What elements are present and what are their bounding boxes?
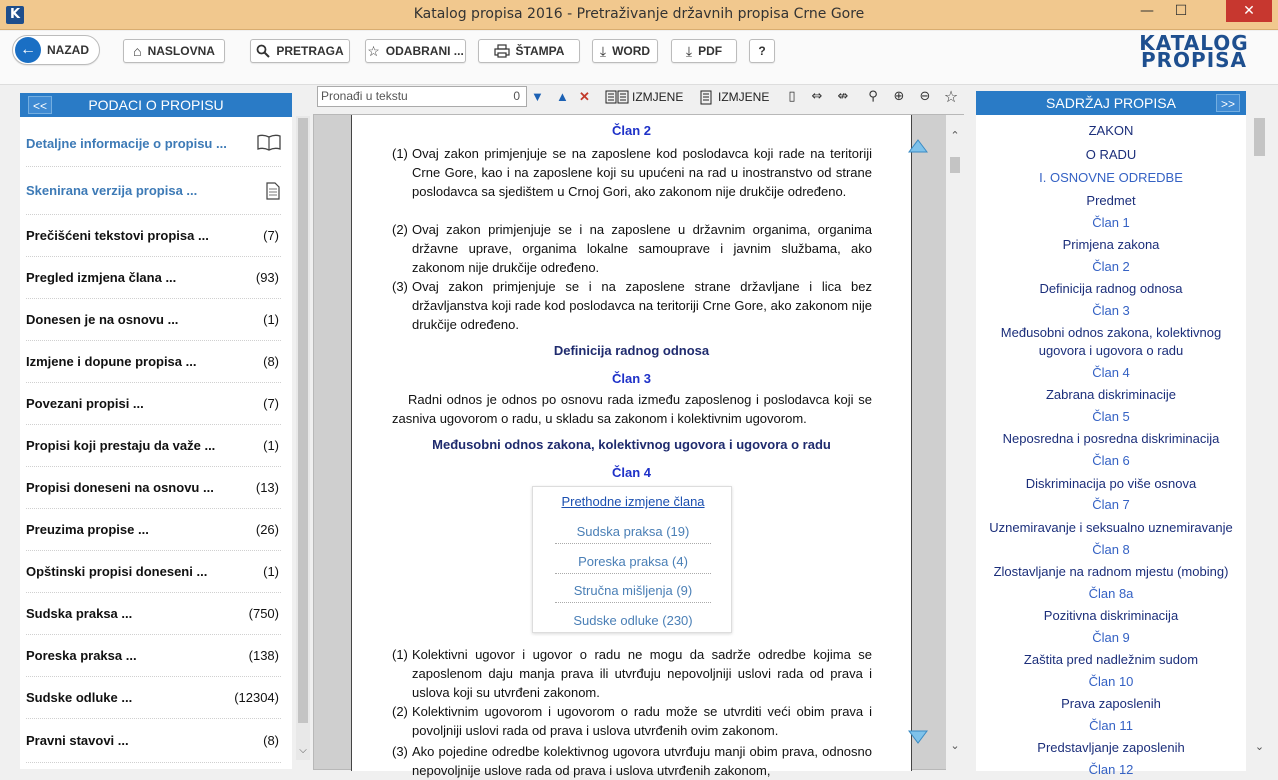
paragraph [392, 645, 872, 702]
toc-item[interactable]: Član 9 [1092, 630, 1130, 645]
toc-item[interactable]: Predstavljanje zaposlenih [1037, 740, 1185, 755]
info-item-label: Donesen je na osnovu ... [26, 312, 179, 327]
toc-item[interactable]: Prava zaposlenih [1061, 696, 1161, 711]
toc-item[interactable]: Pozitivna diskriminacija [1043, 608, 1179, 623]
scrollbar-thumb[interactable] [950, 157, 960, 173]
download-icon: ⤓ [599, 42, 607, 59]
toc-item[interactable]: Definicija radnog odnosa [1039, 281, 1183, 296]
info-item-label: Prečišćeni tekstovi propisa ... [26, 228, 209, 243]
toc-item[interactable]: I. OSNOVNE ODREDBE [1039, 170, 1183, 185]
word-export-button[interactable] [592, 39, 658, 63]
home-button[interactable] [123, 39, 225, 63]
chevron-down-icon[interactable]: ⌄ [950, 739, 960, 752]
help-button[interactable]: ? [749, 39, 775, 63]
info-item-label: Izmjene i dopune propisa ... [26, 354, 197, 369]
info-item-label: Pregled izmjena člana ... [26, 270, 177, 285]
toc-item[interactable]: Zlostavljanje na radnom mjestu (mobing) [993, 564, 1229, 579]
info-item-count: (26) [255, 522, 279, 537]
document-icon [265, 182, 281, 200]
info-item-count: (750) [248, 606, 279, 621]
detailed-info-label: Detaljne informacije o propisu ... [26, 135, 227, 151]
paragraph-text: Radni odnos je odnos po osnovu rada između zaposlenog i poslodavca koji se zasniva ugovorom o radu, u skladu sa zakonom i kolektivnim ugovorom. [392, 392, 872, 426]
show-changes-side-by-side-button[interactable] [605, 88, 683, 106]
section-heading: Međusobni odnos zakona, kolektivnog ugovora i ugovora o radu [432, 437, 831, 452]
home-label: NASLOVNA [147, 44, 215, 58]
search-label: PRETRAGA [276, 44, 344, 58]
info-item-tax-practice[interactable] [26, 635, 281, 677]
info-item-legal-positions[interactable] [26, 719, 281, 763]
info-item-count: (7) [263, 396, 279, 411]
find-match-count: 0 [513, 89, 520, 103]
paragraph-text: Ako pojedine odredbe kolektivnog ugovora utvrđuju manji obim prava, odnosno nepovoljnije uslove rada od prava i uslova utvrđenih zakonom, [412, 744, 872, 778]
paragraph-number: (2) [392, 704, 408, 719]
info-item-count: (12304) [234, 690, 279, 705]
article-heading: Član 2 [611, 123, 651, 138]
info-item-court-decisions[interactable] [26, 677, 281, 719]
maximize-button[interactable]: ☐ [1174, 3, 1188, 19]
document-scrollbar[interactable] [946, 115, 964, 771]
window-title: Katalog propisa 2016 - Pretraživanje državnih propisa Crne Gore [413, 6, 865, 22]
toc-item[interactable]: Član 2 [1092, 259, 1130, 274]
favorites-button[interactable] [365, 39, 466, 63]
fit-width-icon[interactable]: ⇔ [811, 89, 823, 104]
paragraph [392, 702, 872, 740]
document-lines-icon [700, 90, 712, 105]
toc-item[interactable]: Član 12 [1088, 762, 1134, 777]
info-item-amendments[interactable] [26, 341, 281, 383]
court-decisions-link[interactable]: Sudske odluke (230) [573, 613, 693, 628]
info-item-label: Sudska praksa ... [26, 606, 133, 621]
open-book-icon [257, 134, 281, 152]
title-bar [0, 0, 1278, 30]
scrollbar-thumb[interactable] [1254, 118, 1265, 156]
info-item-label: Propisi koji prestaju da važe ... [26, 438, 216, 453]
article-links-box [532, 486, 732, 633]
info-item-case-law[interactable] [26, 593, 281, 635]
next-article-arrow-icon[interactable] [908, 730, 928, 744]
scrollbar-thumb[interactable] [298, 118, 308, 723]
right-panel-title: SADRŽAJ PROPISA [1046, 95, 1176, 111]
info-item-municipal[interactable] [26, 551, 281, 593]
toc-item[interactable]: Član 3 [1092, 303, 1130, 318]
info-item-consolidated-texts[interactable] [26, 215, 281, 257]
info-item-label: Opštinski propisi doneseni ... [26, 564, 208, 579]
toc-item[interactable]: ugovora i ugovora o radu [1038, 343, 1184, 358]
section-heading: Definicija radnog odnosa [553, 343, 710, 358]
info-item-count: (13) [255, 480, 279, 495]
word-label: WORD [612, 44, 651, 58]
search-icon [256, 44, 270, 58]
find-in-text-input[interactable] [317, 86, 527, 107]
back-label: NAZAD [47, 43, 89, 57]
info-item-count: (1) [263, 564, 279, 579]
document-viewer [313, 114, 964, 778]
back-button[interactable] [12, 35, 100, 65]
show-changes-button[interactable] [700, 88, 769, 106]
detailed-info-link[interactable] [26, 120, 281, 167]
paragraph [392, 277, 872, 334]
left-panel-scrollbar[interactable] [296, 116, 310, 760]
paragraph-text: Kolektivni ugovor i ugovor o radu ne mogu da sadrže odredbe kojima se zaposlenom daju manja prava ili utvrđuju nepovoljniji uslovi rada od prava i uslova koji su utvrđeni zakonom. [412, 647, 872, 700]
toc-item[interactable]: Međusobni odnos zakona, kolektivnog [1000, 325, 1222, 340]
regulation-info-panel [20, 93, 292, 769]
info-item-count: (8) [263, 733, 279, 748]
info-item-label: Pravni stavovi ... [26, 733, 129, 748]
toc-item[interactable]: Član 5 [1092, 409, 1130, 424]
paragraph-text: Kolektivnim ugovorom i ugovorom o radu može se utvrditi veći obim prava i povoljniji uslovi rada od prava i uslova utvrđenih ovim zakonom. [412, 704, 872, 738]
printer-icon [494, 44, 510, 58]
download-icon: ⤓ [685, 42, 693, 59]
pdf-export-button[interactable] [671, 39, 737, 63]
changes-label-2: IZMJENE [718, 90, 770, 104]
info-item-enacted-based-on[interactable] [26, 467, 281, 509]
case-law-link[interactable]: Sudska praksa (19) [555, 522, 711, 544]
chevron-down-icon[interactable]: ⌄ [1254, 740, 1265, 753]
left-panel-header [20, 93, 292, 117]
table-of-contents-panel [976, 91, 1246, 777]
toc-item[interactable]: Zaštita pred nadležnim sudom [1023, 652, 1199, 667]
info-item-count: (1) [263, 438, 279, 453]
search-button[interactable] [250, 39, 350, 63]
star-icon: ☆ [367, 42, 380, 59]
toc-item[interactable]: Član 8 [1092, 542, 1130, 557]
info-item-article-changes[interactable] [26, 257, 281, 299]
logo-line-2: PROPISA [1140, 48, 1248, 72]
document-page [351, 115, 912, 778]
main-toolbar [0, 31, 1278, 85]
paragraph [392, 390, 872, 428]
favorites-label: ODABRANI ... [385, 44, 464, 58]
info-item-label: Povezani propisi ... [26, 396, 144, 411]
toc-item[interactable]: Član 6 [1092, 453, 1130, 468]
changes-label-1: IZMJENE [632, 90, 684, 104]
info-item-label: Poreska praksa ... [26, 648, 137, 663]
info-item-based-on[interactable] [26, 299, 281, 341]
home-icon: ⌂ [133, 43, 142, 59]
chevron-down-icon[interactable]: ⌵ [299, 745, 307, 756]
info-item-label: Preuzima propise ... [26, 522, 149, 537]
triangle-up-icon[interactable]: ▲ [556, 89, 569, 104]
expert-opinions-link[interactable]: Stručna mišljenja (9) [555, 581, 711, 603]
toc-item[interactable]: Član 1 [1092, 215, 1130, 230]
scanned-version-link[interactable] [26, 167, 281, 215]
info-item-ceasing[interactable] [26, 425, 281, 467]
chevron-up-icon[interactable]: ⌃ [950, 129, 960, 142]
toc-item[interactable]: Član 7 [1092, 497, 1130, 512]
paragraph-number: (1) [392, 647, 408, 662]
toc-item[interactable]: Uznemiravanje i seksualno uznemiravanje [989, 520, 1233, 535]
paragraph-number: (3) [392, 279, 408, 294]
paragraph [392, 220, 872, 277]
toc-item[interactable]: Neposredna i posredna diskriminacija [1002, 431, 1220, 446]
toc-item[interactable]: Diskriminacija po više osnova [1025, 476, 1197, 491]
zoom-in-icon[interactable]: ⊕ [893, 89, 905, 104]
shrink-width-icon[interactable]: ⇎ [837, 89, 849, 104]
left-panel-title: PODACI O PROPISU [88, 97, 224, 113]
print-label: ŠTAMPA [515, 44, 565, 58]
article-heading: Član 3 [611, 371, 651, 386]
minimize-button[interactable]: — [1140, 3, 1154, 19]
expand-right-panel-button[interactable]: >> [1216, 94, 1240, 112]
toc-item[interactable]: Primjena zakona [1062, 237, 1160, 252]
right-panel-header [976, 91, 1246, 115]
info-item-label: Sudske odluke ... [26, 690, 133, 705]
toc-item[interactable]: Zabrana diskriminacije [1045, 387, 1177, 402]
add-favorite-star-icon[interactable]: ☆ [943, 87, 959, 106]
info-item-adopts[interactable] [26, 509, 281, 551]
toc-item[interactable]: Član 4 [1092, 365, 1130, 380]
toc-item[interactable]: O RADU [1085, 147, 1137, 162]
info-item-label: Propisi doneseni na osnovu ... [26, 480, 214, 495]
previous-changes-link[interactable]: Prethodne izmjene člana [561, 494, 705, 509]
previous-article-arrow-icon[interactable] [908, 139, 928, 153]
magnifier-icon[interactable]: ⚲ [868, 89, 878, 104]
info-item-count: (7) [263, 228, 279, 243]
toc-item[interactable]: Član 8a [1088, 586, 1134, 601]
katalog-propisa-logo [1133, 31, 1255, 72]
paragraph-number: (1) [392, 146, 408, 161]
info-item-related[interactable] [26, 383, 281, 425]
logo-line-1: KATALOG [1139, 31, 1249, 55]
paragraph [392, 742, 872, 780]
zoom-out-icon[interactable]: ⊖ [919, 89, 931, 104]
two-columns-icon [605, 90, 629, 104]
find-placeholder: Pronađi u tekstu [321, 89, 408, 103]
app-icon: K [6, 6, 24, 24]
paragraph-text: Ovaj zakon primjenjuje se i na zaposlene u državnim organima, organima državne uprave, organima lokalne samouprave i javnim službama, ako zakonom nije drukčije određeno. [412, 222, 872, 275]
paragraph-text: Ovaj zakon primjenjuje se i na zaposlene strane državljane i lica bez državljanstva koji rade kod poslodavca na teritoriji Crne Gore, ako zakonom nije drukčije određeno. [412, 279, 872, 332]
info-item-count: (93) [255, 270, 279, 285]
info-item-count: (138) [248, 648, 279, 663]
toc-scrollbar[interactable] [1252, 116, 1267, 760]
info-item-count: (8) [263, 354, 279, 369]
arrow-left-icon: ← [15, 37, 41, 63]
toc-item[interactable]: ZAKON [1088, 123, 1134, 138]
paragraph-number: (2) [392, 222, 408, 237]
toc-item[interactable]: Predmet [1086, 193, 1136, 208]
clear-search-icon[interactable]: ✕ [579, 89, 590, 104]
toc-item[interactable]: Član 11 [1089, 718, 1133, 733]
print-button[interactable] [478, 39, 580, 63]
close-button[interactable]: ✕ [1226, 0, 1272, 22]
collapse-left-panel-button[interactable]: << [28, 96, 52, 114]
scanned-version-label: Skenirana verzija propisa ... [26, 183, 198, 198]
paragraph-number: (3) [392, 744, 408, 759]
triangle-down-icon[interactable]: ▼ [531, 89, 544, 104]
info-item-count: (1) [263, 312, 279, 327]
paragraph [392, 144, 872, 201]
pdf-label: PDF [698, 44, 723, 58]
page-view-icon[interactable]: ▯ [788, 89, 796, 104]
paragraph-text: Ovaj zakon primjenjuje se na zaposlene kod poslodavca koji rade na teritoriji Crne Gore, kao i na zaposlene koji su upućeni na rad u inostranstvo od strane poslodavca sa sjedištem u Crnoj Gori, ako zakonom nije drukčije određeno. [412, 146, 872, 199]
toc-item[interactable]: Član 10 [1088, 674, 1134, 689]
tax-practice-link[interactable]: Poreska praksa (4) [555, 552, 711, 574]
article-heading: Član 4 [611, 465, 651, 480]
